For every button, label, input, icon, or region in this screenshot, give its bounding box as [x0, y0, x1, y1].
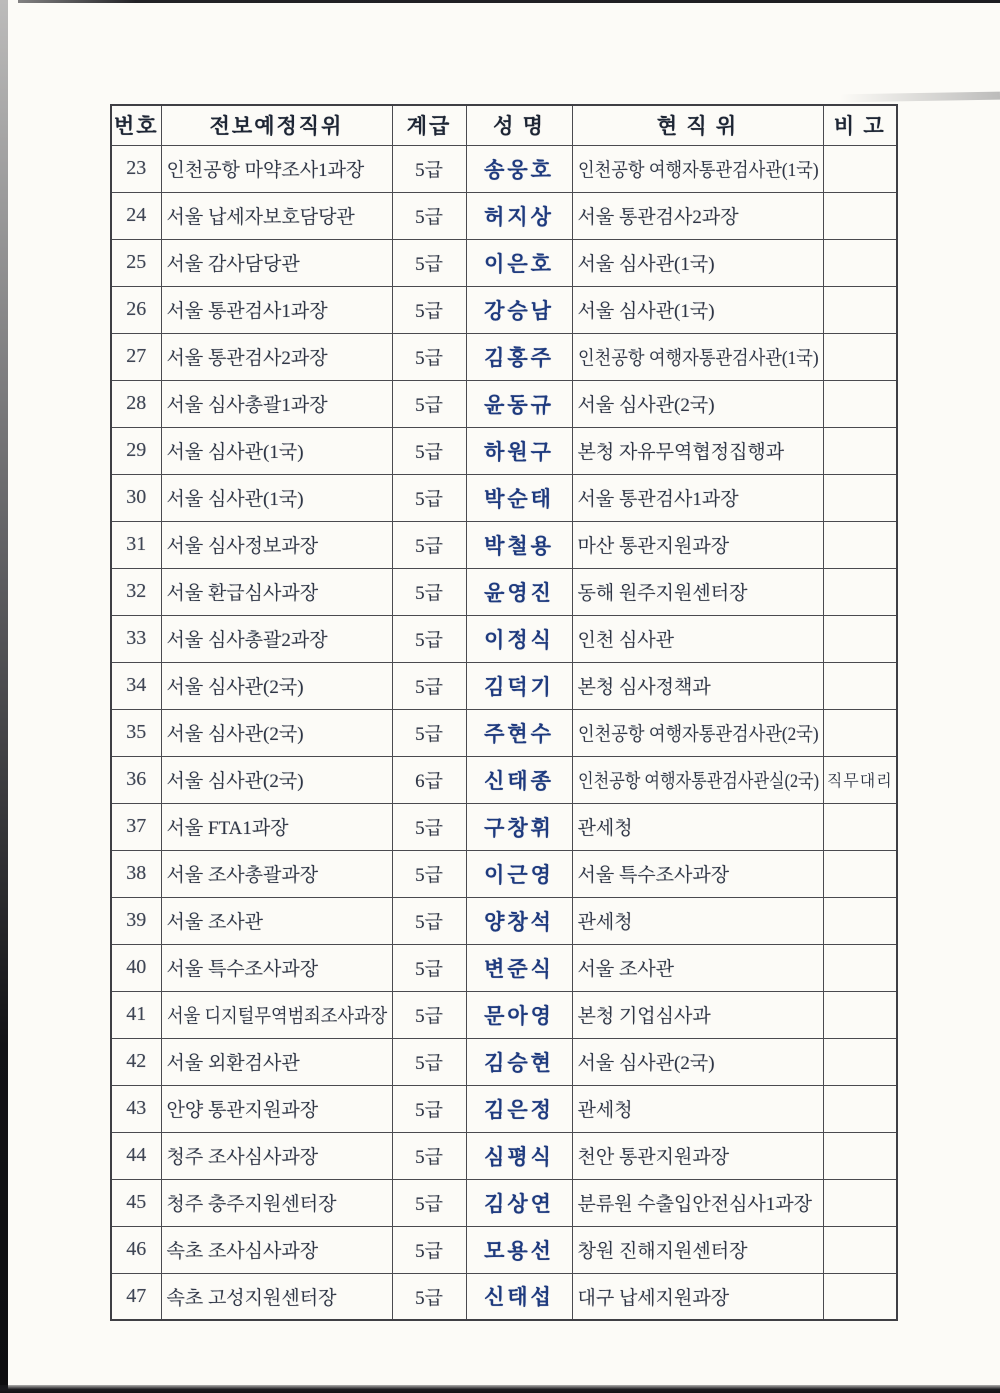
table-row: [111, 1132, 897, 1179]
scan-smudge: [840, 92, 1000, 103]
cell-current-position: 인천공항 여행자통관검사관(2국): [572, 709, 823, 756]
cell-note: [823, 944, 897, 991]
cell-row-number: 25: [111, 239, 161, 286]
cell-note: [823, 286, 897, 333]
cell-planned-position: 서울 통관검사1과장: [161, 286, 392, 333]
cell-planned-position: 서울 외환검사관: [161, 1038, 392, 1085]
cell-current-position: 인천공항 여행자통관검사관(1국): [572, 145, 823, 192]
cell-rank: 5급: [392, 615, 466, 662]
col-header-rank: 계급: [392, 105, 466, 145]
cell-rank: 5급: [392, 1273, 466, 1320]
cell-rank: 5급: [392, 239, 466, 286]
cell-name: 강승남: [466, 286, 572, 333]
table-row: [111, 1085, 897, 1132]
cell-rank: 5급: [392, 1179, 466, 1226]
cell-name: 심평식: [466, 1132, 572, 1179]
table-row: [111, 145, 897, 192]
cell-note: 직무대리: [823, 756, 897, 803]
table-header-row: [111, 105, 897, 145]
cell-current-position: 서울 특수조사과장: [572, 850, 823, 897]
cell-planned-position: 서울 심사관(1국): [161, 474, 392, 521]
cell-planned-position: 속초 조사심사과장: [161, 1226, 392, 1273]
cell-row-number: 39: [111, 897, 161, 944]
cell-note: [823, 615, 897, 662]
table-row: [111, 239, 897, 286]
cell-row-number: 32: [111, 568, 161, 615]
cell-name: 이근영: [466, 850, 572, 897]
cell-name: 김승현: [466, 1038, 572, 1085]
cell-planned-position: 서울 특수조사과장: [161, 944, 392, 991]
cell-current-position: 관세청: [572, 897, 823, 944]
cell-planned-position: 안양 통관지원과장: [161, 1085, 392, 1132]
cell-row-number: 26: [111, 286, 161, 333]
cell-current-position: 서울 심사관(2국): [572, 1038, 823, 1085]
cell-current-position: 서울 통관검사2과장: [572, 192, 823, 239]
cell-note: [823, 380, 897, 427]
cell-current-position: 인천공항 여행자통관검사관실(2국): [572, 756, 823, 803]
cell-row-number: 36: [111, 756, 161, 803]
col-header-current-position: 현 직 위: [572, 105, 823, 145]
cell-name: 신태종: [466, 756, 572, 803]
cell-current-position: 서울 심사관(2국): [572, 380, 823, 427]
cell-note: [823, 1085, 897, 1132]
cell-note: [823, 662, 897, 709]
cell-row-number: 47: [111, 1273, 161, 1320]
cell-row-number: 33: [111, 615, 161, 662]
table-row: [111, 1273, 897, 1320]
col-header-planned-position: 전보예정직위: [161, 105, 392, 145]
cell-rank: 5급: [392, 662, 466, 709]
cell-row-number: 37: [111, 803, 161, 850]
cell-rank: 5급: [392, 709, 466, 756]
cell-note: [823, 568, 897, 615]
cell-row-number: 45: [111, 1179, 161, 1226]
cell-note: [823, 1132, 897, 1179]
cell-note: [823, 1226, 897, 1273]
cell-name: 양창석: [466, 897, 572, 944]
cell-note: [823, 1273, 897, 1320]
cell-row-number: 35: [111, 709, 161, 756]
cell-planned-position: 청주 충주지원센터장: [161, 1179, 392, 1226]
cell-current-position: 창원 진해지원센터장: [572, 1226, 823, 1273]
cell-rank: 5급: [392, 944, 466, 991]
cell-row-number: 24: [111, 192, 161, 239]
cell-planned-position: 청주 조사심사과장: [161, 1132, 392, 1179]
cell-planned-position: 서울 심사관(2국): [161, 662, 392, 709]
cell-rank: 5급: [392, 333, 466, 380]
cell-name: 김홍주: [466, 333, 572, 380]
table-row: [111, 991, 897, 1038]
cell-planned-position: 인천공항 마약조사1과장: [161, 145, 392, 192]
table-row: [111, 1179, 897, 1226]
cell-current-position: 서울 통관검사1과장: [572, 474, 823, 521]
cell-planned-position: 서울 감사담당관: [161, 239, 392, 286]
table-row: [111, 615, 897, 662]
cell-name: 김덕기: [466, 662, 572, 709]
cell-current-position: 본청 기업심사과: [572, 991, 823, 1038]
cell-rank: 5급: [392, 1038, 466, 1085]
cell-note: [823, 239, 897, 286]
cell-planned-position: 서울 심사관(1국): [161, 427, 392, 474]
cell-rank: 5급: [392, 897, 466, 944]
cell-planned-position: 서울 환급심사과장: [161, 568, 392, 615]
cell-planned-position: 서울 FTA1과장: [161, 803, 392, 850]
cell-note: [823, 1179, 897, 1226]
table-row: [111, 427, 897, 474]
cell-row-number: 29: [111, 427, 161, 474]
cell-name: 모용선: [466, 1226, 572, 1273]
cell-planned-position: 서울 심사총괄1과장: [161, 380, 392, 427]
cell-planned-position: 서울 조사총괄과장: [161, 850, 392, 897]
table-row: [111, 1226, 897, 1273]
cell-rank: 5급: [392, 991, 466, 1038]
cell-name: 주현수: [466, 709, 572, 756]
cell-note: [823, 709, 897, 756]
table-row: [111, 474, 897, 521]
cell-row-number: 27: [111, 333, 161, 380]
cell-rank: 5급: [392, 145, 466, 192]
cell-name: 구창휘: [466, 803, 572, 850]
cell-note: [823, 803, 897, 850]
cell-rank: 5급: [392, 192, 466, 239]
cell-current-position: 인천 심사관: [572, 615, 823, 662]
cell-note: [823, 333, 897, 380]
cell-note: [823, 1038, 897, 1085]
table-row: [111, 380, 897, 427]
cell-rank: 5급: [392, 1132, 466, 1179]
cell-row-number: 38: [111, 850, 161, 897]
cell-note: [823, 521, 897, 568]
cell-planned-position: 서울 심사총괄2과장: [161, 615, 392, 662]
cell-current-position: 본청 심사정책과: [572, 662, 823, 709]
cell-name: 윤동규: [466, 380, 572, 427]
table-row: [111, 709, 897, 756]
cell-name: 신태섭: [466, 1273, 572, 1320]
cell-current-position: 마산 통관지원과장: [572, 521, 823, 568]
col-header-no: 번호: [111, 105, 161, 145]
cell-name: 이정식: [466, 615, 572, 662]
cell-current-position: 서울 조사관: [572, 944, 823, 991]
cell-note: [823, 991, 897, 1038]
cell-current-position: 동해 원주지원센터장: [572, 568, 823, 615]
cell-name: 송웅호: [466, 145, 572, 192]
cell-planned-position: 서울 조사관: [161, 897, 392, 944]
cell-planned-position: 서울 납세자보호담당관: [161, 192, 392, 239]
cell-row-number: 44: [111, 1132, 161, 1179]
scan-edge-left: [0, 0, 8, 1393]
table-row: [111, 756, 897, 803]
table-body: [111, 145, 897, 1320]
cell-row-number: 34: [111, 662, 161, 709]
cell-planned-position: 서울 디지털무역범죄조사과장: [161, 991, 392, 1038]
cell-name: 김은정: [466, 1085, 572, 1132]
table-row: [111, 333, 897, 380]
table-row: [111, 850, 897, 897]
cell-planned-position: 서울 통관검사2과장: [161, 333, 392, 380]
cell-rank: 5급: [392, 286, 466, 333]
cell-current-position: 관세청: [572, 803, 823, 850]
cell-current-position: 서울 심사관(1국): [572, 239, 823, 286]
cell-rank: 5급: [392, 803, 466, 850]
table-row: [111, 1038, 897, 1085]
cell-name: 문아영: [466, 991, 572, 1038]
cell-note: [823, 474, 897, 521]
cell-row-number: 31: [111, 521, 161, 568]
cell-rank: 5급: [392, 1085, 466, 1132]
cell-planned-position: 서울 심사관(2국): [161, 709, 392, 756]
cell-name: 변준식: [466, 944, 572, 991]
table-row: [111, 568, 897, 615]
table-row: [111, 286, 897, 333]
cell-note: [823, 145, 897, 192]
cell-note: [823, 192, 897, 239]
transfer-roster-table: [110, 104, 898, 1321]
cell-rank: 5급: [392, 521, 466, 568]
scan-edge-top: [18, 0, 1000, 3]
cell-current-position: 서울 심사관(1국): [572, 286, 823, 333]
cell-current-position: 분류원 수출입안전심사1과장: [572, 1179, 823, 1226]
cell-rank: 5급: [392, 427, 466, 474]
cell-current-position: 본청 자유무역협정집행과: [572, 427, 823, 474]
cell-current-position: 천안 통관지원과장: [572, 1132, 823, 1179]
cell-row-number: 40: [111, 944, 161, 991]
cell-current-position: 관세청: [572, 1085, 823, 1132]
cell-rank: 5급: [392, 474, 466, 521]
cell-name: 이은호: [466, 239, 572, 286]
cell-rank: 6급: [392, 756, 466, 803]
cell-rank: 5급: [392, 850, 466, 897]
col-header-note: 비 고: [823, 105, 897, 145]
cell-current-position: 인천공항 여행자통관검사관(1국): [572, 333, 823, 380]
table-row: [111, 897, 897, 944]
cell-row-number: 41: [111, 991, 161, 1038]
cell-current-position: 대구 납세지원과장: [572, 1273, 823, 1320]
table-row: [111, 192, 897, 239]
cell-planned-position: 서울 심사관(2국): [161, 756, 392, 803]
cell-name: 허지상: [466, 192, 572, 239]
cell-row-number: 28: [111, 380, 161, 427]
table-row: [111, 662, 897, 709]
table-row: [111, 803, 897, 850]
cell-planned-position: 서울 심사정보과장: [161, 521, 392, 568]
cell-name: 김상연: [466, 1179, 572, 1226]
cell-planned-position: 속초 고성지원센터장: [161, 1273, 392, 1320]
cell-row-number: 43: [111, 1085, 161, 1132]
cell-name: 윤영진: [466, 568, 572, 615]
cell-rank: 5급: [392, 568, 466, 615]
cell-name: 박순태: [466, 474, 572, 521]
cell-row-number: 30: [111, 474, 161, 521]
table-row: [111, 944, 897, 991]
table-row: [111, 521, 897, 568]
cell-row-number: 46: [111, 1226, 161, 1273]
cell-note: [823, 897, 897, 944]
cell-rank: 5급: [392, 1226, 466, 1273]
cell-name: 박철용: [466, 521, 572, 568]
cell-note: [823, 850, 897, 897]
cell-note: [823, 427, 897, 474]
cell-row-number: 23: [111, 145, 161, 192]
cell-rank: 5급: [392, 380, 466, 427]
col-header-name: 성 명: [466, 105, 572, 145]
cell-row-number: 42: [111, 1038, 161, 1085]
cell-name: 하원구: [466, 427, 572, 474]
scan-edge-bottom: [0, 1385, 1000, 1393]
